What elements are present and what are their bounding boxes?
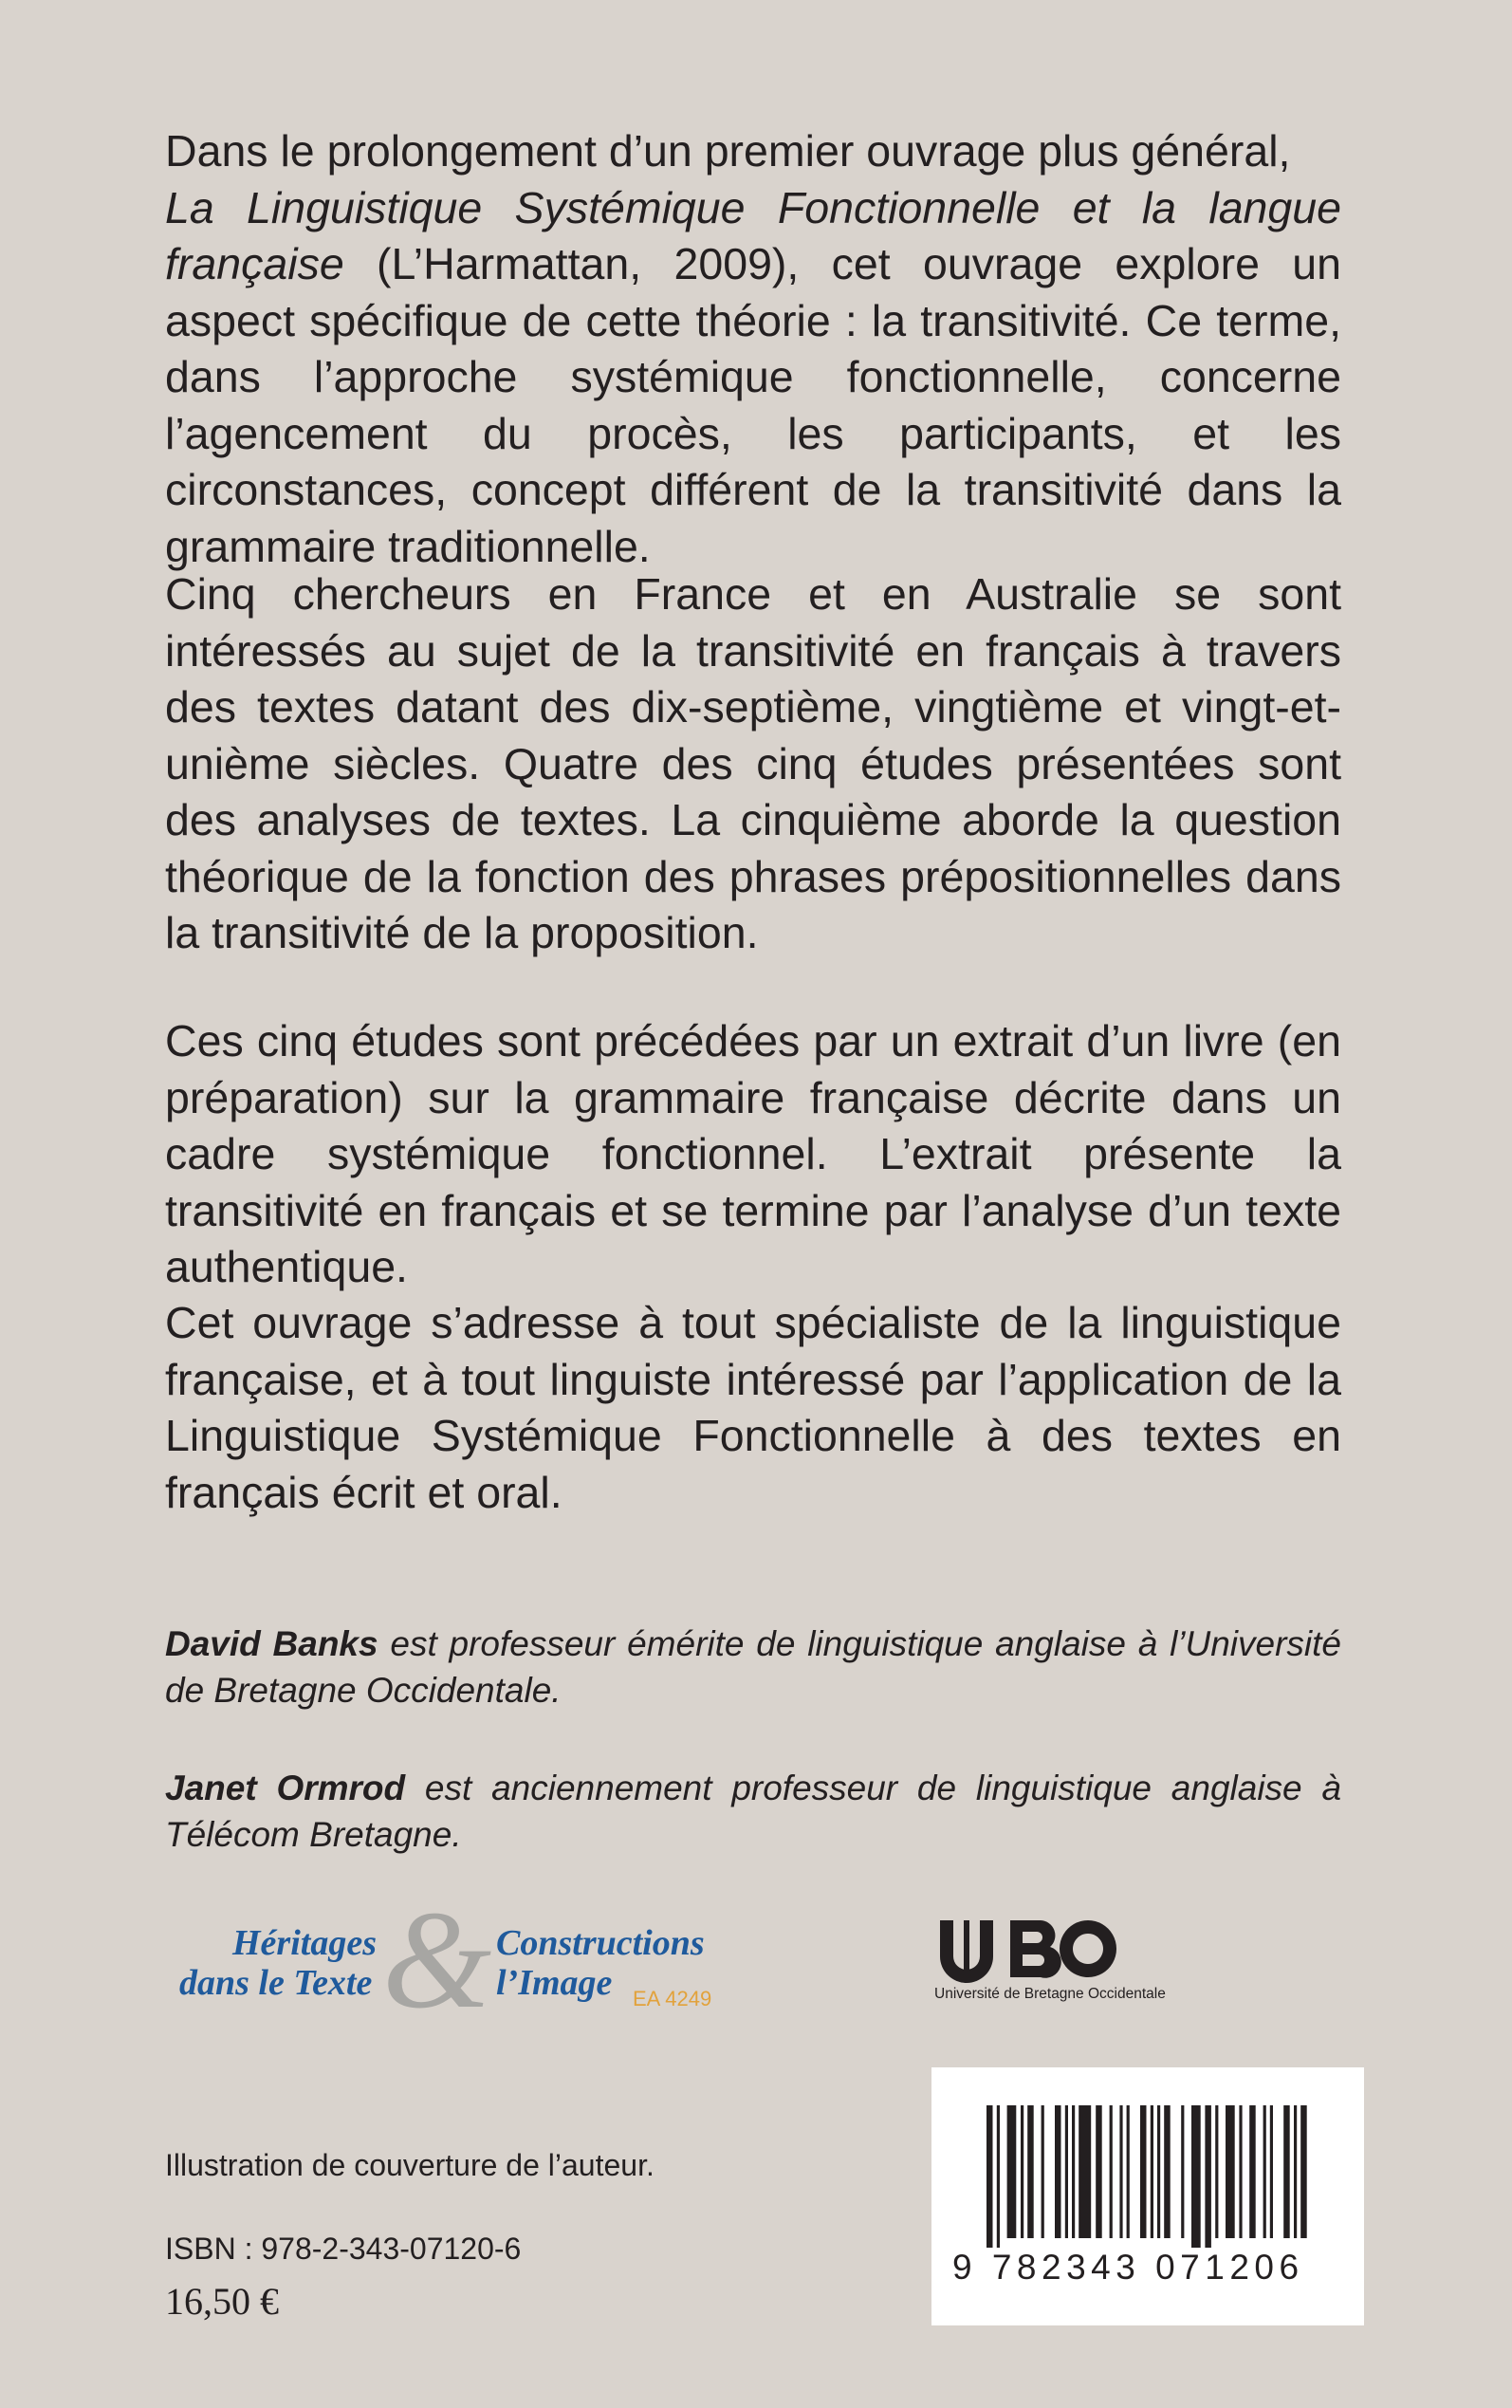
author-bio-text: est anciennement professeur de linguistique anglaise à Télécom Bretagne. [165,1769,1341,1854]
barcode-bar [1079,2105,1091,2238]
barcode-bar [986,2105,993,2248]
lab-dans-le-texte: dans le Texte [179,1963,373,2003]
barcode-bar [1205,2105,1211,2248]
barcode-bar [1119,2105,1122,2238]
blurb-paragraph-4: Cet ouvrage s’adresse à tout spécialiste de la linguistique française, et à tout linguiste intéressé par l’application de la Linguistique Systémique Fonctionnelle à des textes en français écrit et oral. [165,1298,1341,1517]
barcode-bar [1042,2105,1044,2238]
barcode-bar [1127,2105,1130,2238]
barcode-bar [1065,2105,1068,2238]
blurb-p1-line1: Dans le prolongement d’un premier ouvrage plus général, [165,126,1291,176]
barcode-bar [1263,2105,1266,2238]
hct-lab-logo [175,1882,735,2038]
author-bio-banks [165,1621,1341,1713]
ubo-wordmark-icon [934,1915,1151,1983]
author-bio-text: est professeur émérite de linguistique anglaise à l’Université de Bretagne Occidentale. [165,1624,1341,1710]
blurb-paragraph-1 [165,123,1341,575]
lab-code: EA 4249 [633,1987,712,2010]
barcode-bar [1270,2105,1273,2238]
barcode-bars-icon [986,2105,1309,2248]
barcode-bar [1007,2105,1017,2238]
barcode-bar [1072,2105,1075,2238]
barcode-bar [1055,2105,1061,2238]
barcode-bar [1283,2105,1290,2238]
illustration-credit: Illustration de couverture de l’auteur. [165,2148,655,2182]
author-bio-ormrod [165,1765,1341,1858]
author-name: Janet Ormrod [165,1769,406,1807]
barcode-digits: 9 782343 071206 [952,2248,1304,2287]
ubo-caption: Université de Bretagne Occidentale [934,1986,1166,2002]
blurb-paragraph-2: Cinq chercheurs en France et en Australie se sont intéressés au sujet de la transitivité en français à travers des textes datant des dix-septième, vingtième et vingt-et-unième siècles. Quatre des cinq études présentées sont des analyses de textes. La cinquième aborde la question théorique de la fonction des phrases prépositionnelles dans la transitivité de la proposition. [165,569,1341,957]
barcode-bar [1239,2105,1242,2238]
barcode-bar [1096,2105,1102,2238]
barcode-bar [1157,2105,1160,2238]
barcode-bar [1226,2105,1235,2238]
barcode-bar [1140,2105,1147,2238]
barcode-bar [1294,2105,1297,2238]
barcode-bar [1110,2105,1113,2238]
barcode-bar [1181,2105,1184,2238]
lab-constructions: Constructions [496,1923,705,1963]
lab-limage: l’Image [496,1963,613,2003]
barcode [931,2067,1364,2325]
barcode-bar [1151,2105,1153,2238]
blurb-p1-rest: (L’Harmattan, 2009), cet ouvrage explore un aspect spécifique de cette théorie : la transitivité. Ce terme, dans l’approche systémique fonctionnelle, concerne l’agencement du procès, les participants, et les circonstances, concept différent de la transitivité dans la grammaire traditionnelle. [165,239,1341,571]
isbn: ISBN : 978-2-343-07120-6 [165,2232,522,2266]
price: 16,50 € [165,2280,279,2323]
book-title-reference: La Linguistique Systémique Fonctionnelle et la langue française [165,182,1341,288]
blurb-paragraph-3: Ces cinq études sont précédées par un extrait d’un livre (en préparation) sur la grammaire française décrite dans un cadre systémique fonctionnel. L’extrait présente la transitivité en français et se termine par l’analyse d’un texte authentique. [165,1016,1341,1291]
lab-heritages: Héritages [232,1923,377,1963]
barcode-bar [1027,2105,1034,2238]
barcode-bar [997,2105,1000,2248]
barcode-bar [1191,2105,1201,2248]
barcode-bar [1300,2105,1307,2238]
barcode-bar [1021,2105,1023,2238]
ubo-logo [934,1915,1171,2010]
barcode-bar [1164,2105,1171,2238]
barcode-bar [1215,2105,1218,2238]
barcode-bar [1249,2105,1256,2238]
lab-ampersand: & [382,1882,492,2038]
author-name: David Banks [165,1624,378,1663]
